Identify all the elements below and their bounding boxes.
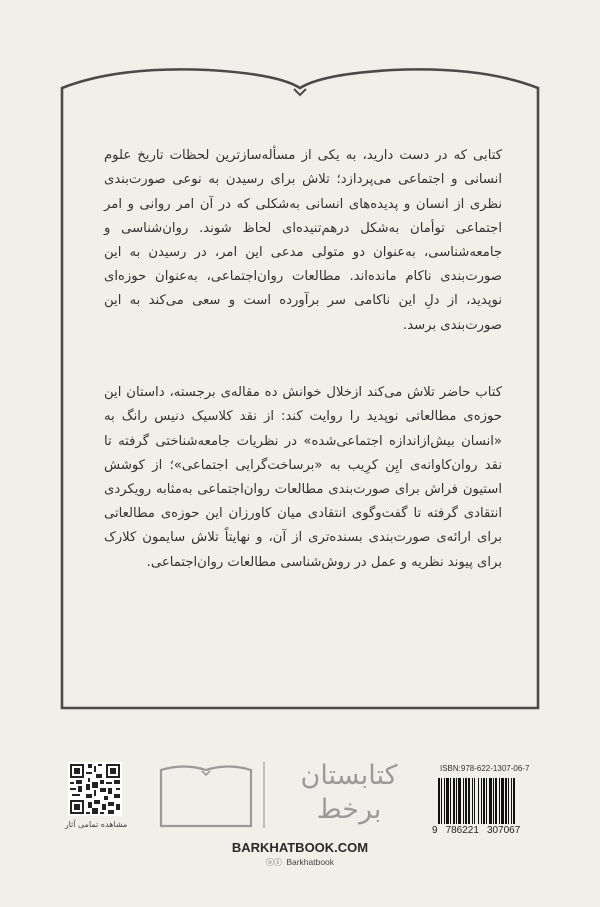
barcode-digit-group: 307067 bbox=[486, 825, 521, 836]
barcode-icon bbox=[436, 778, 548, 824]
blurb-paragraph-1: کتابی که در دست دارید، به یکی از مسأله‌سازترین لحظات تاریخ علوم انسانی و اجتماعی می‌پردازد؛ تلاش برای رسیدن به نوعی صورت‌بندی نظری از انسان و پدیده‌های انسانی به‌شکلی که در آن امر روانی و امر اجتماعی توأمان به‌شکل درهم‌تنیده‌ای لحاظ شوند. روان‌شناسی و جامعه‌شناسی، به‌عنوان دو متولی مدعی این امر، در رسیدن به این صورت‌بندی ناکام مانده‌اند. مطالعات روان‌اجتماعی، به‌عنوان حوزه‌ای نوپدید، از دلِ این ناکامی سر برآورده است و سعی می‌کند به این صورت‌بندی برسد. bbox=[104, 148, 502, 333]
website-link[interactable]: BARKHATBOOK.COM bbox=[231, 840, 369, 855]
barcode-digits bbox=[432, 825, 552, 836]
barcode-digit-group: 786221 bbox=[445, 825, 479, 836]
social-handle-row bbox=[0, 857, 600, 868]
social-media-icon: ⓞⓘ bbox=[265, 858, 282, 867]
qr-code-icon[interactable] bbox=[68, 762, 122, 816]
publisher-logo-line-2: برخط bbox=[316, 794, 382, 825]
social-handle: Barkhatbook bbox=[286, 857, 335, 867]
barcode-digit-group: 9 bbox=[432, 825, 438, 836]
logo-divider bbox=[263, 762, 265, 828]
blurb-paragraph-2: کتاب حاضر تلاش می‌کند ازخلال خوانش ده مقاله‌ی برجسته، داستان این حوزه‌ی مطالعاتی نوپدید را روایت کند: از نقد کلاسیک دنیس رانگ به «انسان بیش‌ازاندازه اجتماعی‌شده» در نظریات جامعه‌شناختی گرفته تا نقد روان‌کاوانه‌ی ایِن کرِیب به «برساخت‌گرایی اجتماعی»؛ از کوشش استیون فراش برای صورت‌بندی مطالعات روان‌اجتماعی به‌مثابه رویکردی انتقادی گرفته تا گفت‌وگوی انتقادی میان کاورزان این حوزه‌ی مطالعاتی برای ارائه‌ی صورت‌بندی بسنده‌تری از آن، و نهایتاً تلاش سایمون کلارک برای پیوند نظریه و عمل در روش‌شناسی مطالعات روان‌اجتماعی. bbox=[104, 385, 502, 570]
open-book-logo-icon bbox=[158, 762, 254, 830]
qr-label: مشاهده تمامی آثار bbox=[64, 820, 128, 829]
isbn-text: ISBN:978-622-1307-06-7 bbox=[440, 764, 530, 773]
publisher-logo-line-1: کتابستان bbox=[300, 760, 398, 791]
